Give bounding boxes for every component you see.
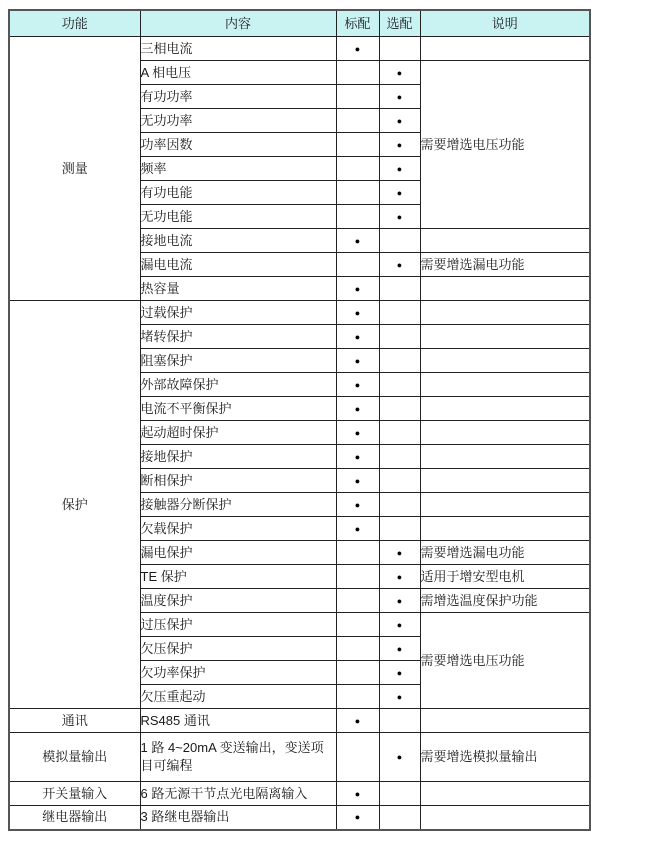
- standard-mark-cell: [336, 277, 379, 301]
- bullet-dot-icon: ●: [396, 691, 403, 702]
- standard-mark-cell: [336, 85, 379, 109]
- standard-mark-cell: [336, 301, 379, 325]
- table-header-row: [9, 10, 590, 37]
- content-label: 三相电流: [140, 37, 336, 61]
- content-label: 外部故障保护: [140, 373, 336, 397]
- function-label: 通讯: [9, 709, 140, 733]
- note-label: [420, 421, 590, 445]
- bullet-dot-icon: ●: [396, 547, 403, 558]
- content-label: 断相保护: [140, 469, 336, 493]
- content-label: 接触器分断保护: [140, 493, 336, 517]
- content-label: 欠载保护: [140, 517, 336, 541]
- standard-mark-cell: [336, 637, 379, 661]
- function-label: 继电器输出: [9, 806, 140, 830]
- optional-mark-cell: [379, 445, 420, 469]
- bullet-dot-icon: ●: [354, 788, 361, 799]
- standard-mark-cell: [336, 253, 379, 277]
- content-label: 欠压重起动: [140, 685, 336, 709]
- content-label: RS485 通讯: [140, 709, 336, 733]
- optional-mark-cell: [379, 565, 420, 589]
- bullet-dot-icon: ●: [354, 235, 361, 246]
- content-label: 过载保护: [140, 301, 336, 325]
- bullet-dot-icon: ●: [396, 571, 403, 582]
- optional-mark-cell: [379, 133, 420, 157]
- bullet-dot-icon: ●: [396, 187, 403, 198]
- bullet-dot-icon: ●: [396, 667, 403, 678]
- column-header-standard: 标配: [336, 10, 379, 37]
- standard-mark-cell: [336, 133, 379, 157]
- note-label: [420, 806, 590, 830]
- optional-mark-cell: [379, 637, 420, 661]
- content-label: A 相电压: [140, 61, 336, 85]
- optional-mark-cell: [379, 205, 420, 229]
- optional-mark-cell: [379, 61, 420, 85]
- note-label: 需要增选电压功能: [420, 61, 590, 229]
- content-label: 热容量: [140, 277, 336, 301]
- table-row: [9, 37, 590, 61]
- optional-mark-cell: [379, 109, 420, 133]
- optional-mark-cell: [379, 782, 420, 806]
- bullet-dot-icon: ●: [354, 283, 361, 294]
- standard-mark-cell: [336, 733, 379, 782]
- note-label: 需增选温度保护功能: [420, 589, 590, 613]
- spec-table-container: [8, 9, 591, 831]
- bullet-dot-icon: ●: [354, 379, 361, 390]
- optional-mark-cell: [379, 685, 420, 709]
- standard-mark-cell: [336, 782, 379, 806]
- content-label: 接地保护: [140, 445, 336, 469]
- table-row: [9, 806, 590, 830]
- function-label: 模拟量输出: [9, 733, 140, 782]
- standard-mark-cell: [336, 613, 379, 637]
- standard-mark-cell: [336, 373, 379, 397]
- standard-mark-cell: [336, 541, 379, 565]
- content-label: TE 保护: [140, 565, 336, 589]
- bullet-dot-icon: ●: [354, 355, 361, 366]
- content-label: 有功功率: [140, 85, 336, 109]
- note-label: [420, 709, 590, 733]
- optional-mark-cell: [379, 421, 420, 445]
- standard-mark-cell: [336, 421, 379, 445]
- bullet-dot-icon: ●: [396, 619, 403, 630]
- bullet-dot-icon: ●: [354, 427, 361, 438]
- bullet-dot-icon: ●: [354, 523, 361, 534]
- bullet-dot-icon: ●: [396, 211, 403, 222]
- content-label: 接地电流: [140, 229, 336, 253]
- content-label: 阻塞保护: [140, 349, 336, 373]
- function-label: 保护: [9, 301, 140, 709]
- bullet-dot-icon: ●: [354, 499, 361, 510]
- standard-mark-cell: [336, 397, 379, 421]
- optional-mark-cell: [379, 373, 420, 397]
- bullet-dot-icon: ●: [396, 595, 403, 606]
- content-label: 过压保护: [140, 613, 336, 637]
- content-label: 1 路 4~20mA 变送输出，变送项目可编程: [140, 733, 336, 782]
- standard-mark-cell: [336, 205, 379, 229]
- table-row: [9, 709, 590, 733]
- content-label: 漏电保护: [140, 541, 336, 565]
- bullet-dot-icon: ●: [354, 475, 361, 486]
- content-label: 6 路无源干节点光电隔离输入: [140, 782, 336, 806]
- bullet-dot-icon: ●: [396, 259, 403, 270]
- note-label: 需要增选电压功能: [420, 613, 590, 709]
- bullet-dot-icon: ●: [396, 139, 403, 150]
- note-label: [420, 373, 590, 397]
- note-label: [420, 469, 590, 493]
- standard-mark-cell: [336, 709, 379, 733]
- bullet-dot-icon: ●: [354, 307, 361, 318]
- table-body: [9, 37, 590, 830]
- bullet-dot-icon: ●: [354, 331, 361, 342]
- optional-mark-cell: [379, 181, 420, 205]
- standard-mark-cell: [336, 181, 379, 205]
- standard-mark-cell: [336, 229, 379, 253]
- bullet-dot-icon: ●: [396, 752, 403, 763]
- optional-mark-cell: [379, 541, 420, 565]
- standard-mark-cell: [336, 61, 379, 85]
- column-header-function: 功能: [9, 10, 140, 37]
- optional-mark-cell: [379, 589, 420, 613]
- standard-mark-cell: [336, 517, 379, 541]
- bullet-dot-icon: ●: [354, 715, 361, 726]
- optional-mark-cell: [379, 301, 420, 325]
- note-label: 适用于增安型电机: [420, 565, 590, 589]
- note-label: [420, 493, 590, 517]
- table-row: [9, 301, 590, 325]
- bullet-dot-icon: ●: [354, 451, 361, 462]
- column-header-content: 内容: [140, 10, 336, 37]
- content-label: 欠功率保护: [140, 661, 336, 685]
- standard-mark-cell: [336, 661, 379, 685]
- optional-mark-cell: [379, 37, 420, 61]
- note-label: [420, 397, 590, 421]
- bullet-dot-icon: ●: [354, 403, 361, 414]
- note-label: [420, 37, 590, 61]
- function-label: 测量: [9, 37, 140, 301]
- optional-mark-cell: [379, 469, 420, 493]
- optional-mark-cell: [379, 493, 420, 517]
- feature-spec-table: [8, 9, 591, 831]
- bullet-dot-icon: ●: [396, 643, 403, 654]
- column-header-description: 说明: [420, 10, 590, 37]
- content-label: 无功电能: [140, 205, 336, 229]
- table-row: [9, 782, 590, 806]
- content-label: 电流不平衡保护: [140, 397, 336, 421]
- standard-mark-cell: [336, 445, 379, 469]
- optional-mark-cell: [379, 661, 420, 685]
- note-label: 需要增选漏电功能: [420, 541, 590, 565]
- content-label: 欠压保护: [140, 637, 336, 661]
- standard-mark-cell: [336, 157, 379, 181]
- bullet-dot-icon: ●: [354, 43, 361, 54]
- standard-mark-cell: [336, 469, 379, 493]
- standard-mark-cell: [336, 493, 379, 517]
- optional-mark-cell: [379, 229, 420, 253]
- bullet-dot-icon: ●: [396, 67, 403, 78]
- content-label: 漏电电流: [140, 253, 336, 277]
- optional-mark-cell: [379, 733, 420, 782]
- optional-mark-cell: [379, 253, 420, 277]
- standard-mark-cell: [336, 806, 379, 830]
- note-label: [420, 301, 590, 325]
- table-row: [9, 733, 590, 782]
- content-label: 温度保护: [140, 589, 336, 613]
- content-label: 起动超时保护: [140, 421, 336, 445]
- optional-mark-cell: [379, 613, 420, 637]
- column-header-optional: 选配: [379, 10, 420, 37]
- note-label: [420, 229, 590, 253]
- note-label: [420, 325, 590, 349]
- note-label: [420, 349, 590, 373]
- optional-mark-cell: [379, 397, 420, 421]
- bullet-dot-icon: ●: [396, 163, 403, 174]
- content-label: 3 路继电器输出: [140, 806, 336, 830]
- optional-mark-cell: [379, 277, 420, 301]
- content-label: 无功功率: [140, 109, 336, 133]
- optional-mark-cell: [379, 806, 420, 830]
- note-label: 需要增选漏电功能: [420, 253, 590, 277]
- standard-mark-cell: [336, 589, 379, 613]
- standard-mark-cell: [336, 37, 379, 61]
- standard-mark-cell: [336, 325, 379, 349]
- content-label: 有功电能: [140, 181, 336, 205]
- standard-mark-cell: [336, 349, 379, 373]
- note-label: [420, 277, 590, 301]
- content-label: 频率: [140, 157, 336, 181]
- bullet-dot-icon: ●: [354, 812, 361, 823]
- bullet-dot-icon: ●: [396, 115, 403, 126]
- note-label: [420, 782, 590, 806]
- content-label: 堵转保护: [140, 325, 336, 349]
- bullet-dot-icon: ●: [396, 91, 403, 102]
- note-label: [420, 445, 590, 469]
- standard-mark-cell: [336, 109, 379, 133]
- optional-mark-cell: [379, 517, 420, 541]
- note-label: [420, 517, 590, 541]
- optional-mark-cell: [379, 325, 420, 349]
- standard-mark-cell: [336, 685, 379, 709]
- optional-mark-cell: [379, 709, 420, 733]
- function-label: 开关量输入: [9, 782, 140, 806]
- optional-mark-cell: [379, 157, 420, 181]
- content-label: 功率因数: [140, 133, 336, 157]
- optional-mark-cell: [379, 85, 420, 109]
- optional-mark-cell: [379, 349, 420, 373]
- standard-mark-cell: [336, 565, 379, 589]
- note-label: 需要增选模拟量输出: [420, 733, 590, 782]
